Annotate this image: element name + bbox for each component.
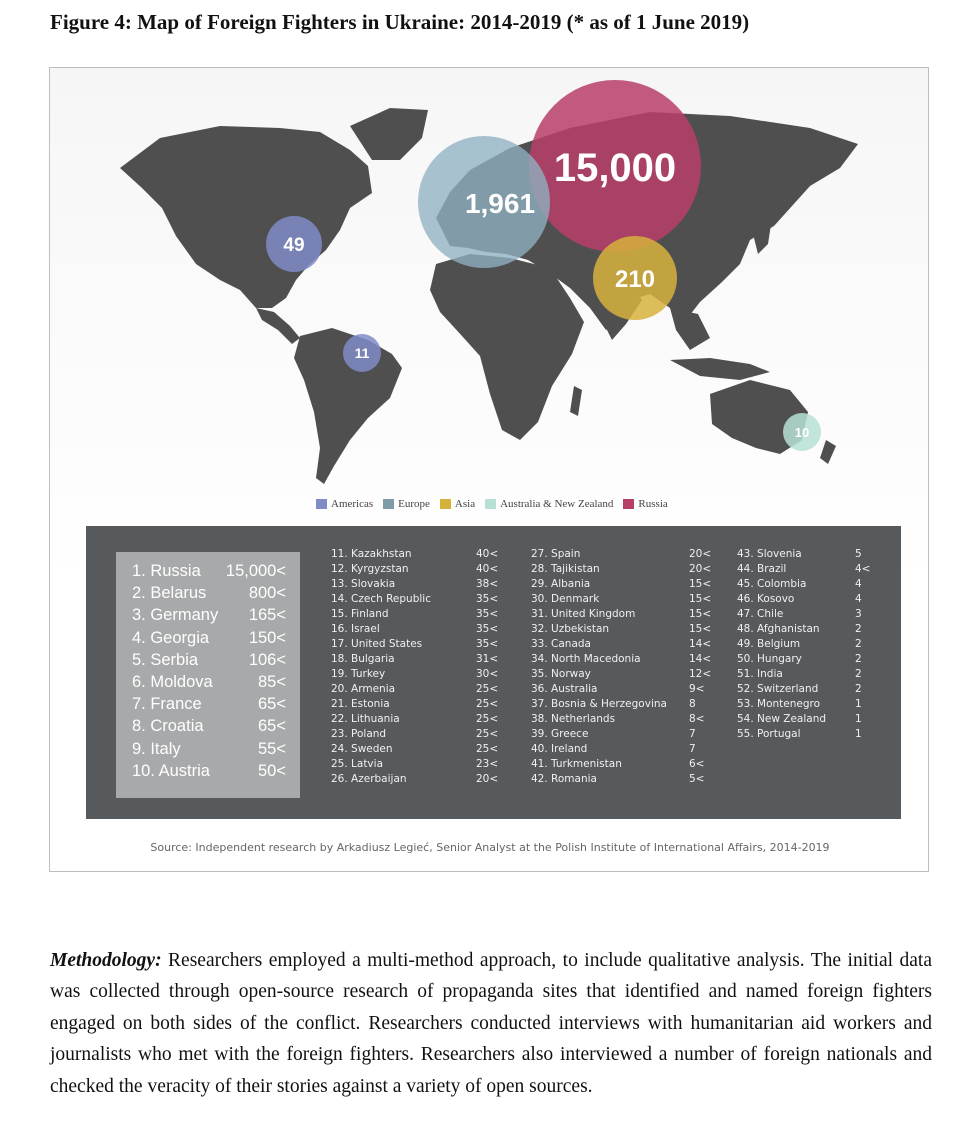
top-country-row [132, 606, 286, 628]
country-name: 10. Austria [132, 761, 210, 780]
country-name: 35. Norway [531, 668, 591, 680]
country-count: 40< [476, 548, 499, 560]
country-name: 41. Turkmenistan [531, 758, 622, 770]
country-count: 35< [476, 593, 499, 605]
country-name: 33. Canada [531, 638, 591, 650]
country-count: 1 [855, 728, 862, 740]
country-name: 30. Denmark [531, 593, 600, 605]
country-name: 16. Israel [331, 623, 380, 635]
country-row [531, 607, 711, 622]
country-row [531, 547, 711, 562]
country-name: 20. Armenia [331, 683, 396, 695]
country-row [531, 727, 711, 742]
country-count: 31< [476, 653, 499, 665]
country-row [737, 562, 871, 577]
country-count: 65< [258, 695, 286, 714]
top-country-row [132, 584, 286, 606]
country-row [737, 712, 867, 727]
top-country-row [132, 717, 286, 739]
country-name: 48. Afghanistan [737, 623, 820, 635]
country-count: 4 [855, 593, 862, 605]
country-count: 15< [689, 593, 712, 605]
country-name: 3. Germany [132, 606, 219, 625]
country-row [331, 757, 499, 772]
country-name: 14. Czech Republic [331, 593, 431, 605]
country-name: 45. Colombia [737, 578, 807, 590]
country-row [531, 742, 711, 757]
country-count: 15< [689, 608, 712, 620]
country-count: 55< [258, 739, 286, 758]
country-name: 50. Hungary [737, 653, 802, 665]
country-row [331, 697, 499, 712]
country-row [331, 577, 499, 592]
methodology-heading: Methodology: [50, 949, 162, 971]
country-name: 5. Serbia [132, 650, 199, 669]
figure-title: Figure 4: Map of Foreign Fighters in Ukraine: 2014-2019 (* as of 1 June 2019) [50, 10, 750, 34]
country-name: 6. Moldova [132, 673, 213, 691]
country-name: 32. Uzbekistan [531, 623, 610, 635]
country-count: 25< [476, 683, 499, 695]
country-row [531, 652, 711, 667]
country-row [737, 577, 867, 592]
country-count: 15< [689, 578, 712, 590]
country-count: 40< [476, 563, 499, 575]
land-indonesia [670, 358, 770, 380]
country-name: 37. Bosnia & Herzegovina [531, 698, 667, 710]
country-name: 24. Sweden [331, 743, 393, 755]
country-count: 800< [248, 584, 286, 603]
country-name: 54. New Zealand [737, 713, 827, 725]
stats-panel [86, 526, 901, 819]
country-count: 35< [476, 608, 499, 620]
country-count: 38< [476, 578, 499, 590]
country-count: 25< [476, 713, 499, 725]
country-name: 49. Belgium [737, 638, 801, 650]
country-row [737, 652, 867, 667]
country-name: 43. Slovenia [737, 548, 802, 560]
country-count: 106< [248, 650, 286, 669]
country-name: 39. Greece [531, 728, 589, 740]
bubble-label-americas-north: 49 [283, 235, 305, 256]
country-name: 26. Azerbaijan [331, 773, 407, 785]
country-count: 2 [855, 653, 862, 665]
country-row [531, 592, 711, 607]
bubble-label-russia: 15,000 [553, 146, 677, 190]
legend-item-americas [316, 498, 373, 510]
country-row [331, 607, 499, 622]
country-count: 23< [476, 758, 499, 770]
country-count: 35< [476, 638, 499, 650]
legend-label: Americas [331, 498, 374, 510]
country-row [531, 757, 711, 772]
bubble-label-asia: 210 [614, 266, 656, 293]
bubble-label-europe: 1,961 [464, 188, 536, 219]
legend-item-russia [623, 498, 667, 510]
country-count: 15< [689, 623, 712, 635]
country-name: 42. Romania [531, 773, 597, 785]
country-row [531, 637, 711, 652]
country-count: 14< [689, 638, 712, 650]
country-name: 8. Croatia [132, 717, 204, 736]
country-row [737, 607, 867, 622]
top-country-row [132, 629, 286, 651]
country-count: 20< [689, 563, 712, 575]
country-count: 2 [855, 638, 862, 650]
country-name: 55. Portugal [737, 728, 801, 740]
legend-label: Asia [454, 498, 476, 510]
country-count: 25< [476, 698, 499, 710]
country-name: 15. Finland [331, 608, 389, 620]
country-count: 2 [855, 668, 862, 680]
country-count: 35< [476, 623, 499, 635]
legend-swatch [440, 499, 451, 509]
country-count: 20< [689, 548, 712, 560]
country-row [331, 622, 499, 637]
country-name: 36. Australia [531, 683, 598, 695]
country-count: 5< [689, 773, 705, 785]
country-row [331, 742, 499, 757]
country-row [737, 697, 867, 712]
methodology-paragraph [50, 945, 932, 1103]
country-name: 38. Netherlands [531, 713, 616, 725]
country-name: 11. Kazakhstan [331, 548, 412, 560]
country-row [331, 682, 499, 697]
country-name: 52. Switzerland [737, 683, 819, 695]
methodology-text: Researchers employed a multi-method approach, to include qualitative analysis. The initial data was collected through open-source research of propaganda sites that identified and named foreign fighters engaged on both sides of the conflict. Researchers conducted interviews with humanitarian aid workers and journalists who met with the foreign fighters. Researchers also interviewed a number of foreign nationals and checked the veracity of their stories against a variety of open sources. [50, 949, 932, 1097]
country-row [331, 652, 499, 667]
country-row [331, 547, 499, 562]
country-row [331, 637, 499, 652]
country-row [531, 682, 711, 697]
country-count: 2 [855, 683, 862, 695]
country-row [737, 547, 867, 562]
country-count: 4< [855, 563, 871, 575]
country-count: 7 [689, 728, 696, 740]
legend-label: Europe [398, 498, 430, 510]
legend-swatch [383, 499, 394, 509]
country-count: 165< [248, 606, 286, 625]
country-row [331, 667, 499, 682]
top-country-row [132, 562, 286, 584]
country-count: 8< [689, 713, 705, 725]
land-southeast-asia [670, 308, 710, 350]
world-map [50, 68, 930, 508]
country-row [737, 682, 867, 697]
country-row [531, 697, 711, 712]
country-name: 2. Belarus [132, 584, 207, 603]
land-central-america [256, 308, 300, 344]
land-new-zealand [820, 440, 836, 464]
country-row [737, 622, 867, 637]
country-count: 65< [258, 717, 286, 736]
land-greenland [350, 108, 428, 160]
country-name: 4. Georgia [132, 628, 210, 647]
country-row [531, 667, 711, 682]
legend-item-asia [440, 498, 475, 510]
country-count: 25< [476, 728, 499, 740]
country-column-2 [531, 547, 711, 787]
country-name: 13. Slovakia [331, 578, 396, 590]
legend-label: Russia [638, 498, 668, 510]
top-country-row [132, 695, 286, 717]
country-count: 85< [258, 673, 286, 691]
top-country-row [132, 673, 286, 695]
top-ten-box [116, 552, 300, 798]
country-name: 9. Italy [132, 739, 181, 758]
legend-label: Australia & New Zealand [500, 498, 614, 510]
legend-swatch [623, 499, 634, 509]
figure-box [49, 67, 929, 872]
country-name: 21. Estonia [331, 698, 390, 710]
country-count: 1 [855, 713, 862, 725]
country-name: 1. Russia [132, 562, 201, 580]
country-row [737, 592, 867, 607]
country-count: 15,000< [225, 562, 286, 580]
country-name: 22. Lithuania [331, 713, 400, 725]
country-count: 6< [689, 758, 705, 770]
country-name: 34. North Macedonia [531, 653, 641, 665]
country-name: 28. Tajikistan [531, 563, 600, 575]
country-count: 9< [689, 683, 705, 695]
land-africa [430, 254, 584, 440]
country-name: 31. United Kingdom [531, 608, 636, 620]
country-name: 29. Albania [531, 578, 591, 590]
country-name: 51. India [737, 668, 783, 680]
country-row [331, 562, 499, 577]
top-country-row [132, 762, 286, 784]
country-name: 7. France [132, 695, 202, 714]
country-row [737, 667, 867, 682]
country-count: 30< [476, 668, 499, 680]
legend-item-australia-nz [485, 498, 613, 510]
country-name: 53. Montenegro [737, 698, 821, 710]
country-count: 25< [476, 743, 499, 755]
country-row [531, 577, 711, 592]
country-name: 46. Kosovo [737, 593, 795, 605]
country-row [531, 712, 711, 727]
legend-swatch [316, 499, 327, 509]
legend-swatch [485, 499, 496, 509]
legend-item-europe [383, 498, 430, 510]
country-name: 27. Spain [531, 548, 581, 560]
country-count: 150< [248, 628, 286, 647]
country-row [331, 772, 499, 787]
country-count: 4 [855, 578, 862, 590]
country-count: 5 [855, 548, 862, 560]
country-name: 17. United States [331, 638, 423, 650]
country-count: 50< [258, 761, 286, 780]
top-country-row [132, 651, 286, 673]
country-count: 1 [855, 698, 862, 710]
map-legend [316, 498, 668, 510]
country-count: 2 [855, 623, 862, 635]
country-row [531, 622, 711, 637]
country-count: 12< [689, 668, 712, 680]
country-count: 8 [689, 698, 696, 710]
land-north-america [120, 126, 372, 308]
country-name: 18. Bulgaria [331, 653, 395, 665]
country-row [737, 727, 867, 742]
land-madagascar [570, 386, 582, 416]
country-name: 12. Kyrgyzstan [331, 563, 409, 575]
country-name: 47. Chile [737, 608, 784, 620]
country-column-3 [737, 547, 871, 742]
country-column-1 [331, 547, 499, 787]
country-row [531, 772, 711, 787]
country-row [331, 727, 499, 742]
country-count: 20< [476, 773, 499, 785]
country-count: 14< [689, 653, 712, 665]
source-note: Source: Independent research by Arkadiusz Legieć, Senior Analyst at the Polish Institute of International Affairs, 2014-2019 [150, 841, 830, 854]
country-row [737, 637, 867, 652]
country-name: 40. Ireland [531, 743, 588, 755]
country-count: 3 [855, 608, 862, 620]
country-name: 25. Latvia [331, 758, 384, 770]
country-count: 7 [689, 743, 696, 755]
country-row [331, 712, 499, 727]
country-row [331, 592, 499, 607]
country-name: 19. Turkey [331, 668, 386, 680]
bubble-label-americas-south: 11 [354, 345, 370, 361]
country-name: 44. Brazil [737, 563, 787, 575]
top-country-row [132, 740, 286, 762]
country-row [531, 562, 711, 577]
bubble-label-australia-nz: 10 [794, 425, 810, 440]
country-name: 23. Poland [331, 728, 387, 740]
